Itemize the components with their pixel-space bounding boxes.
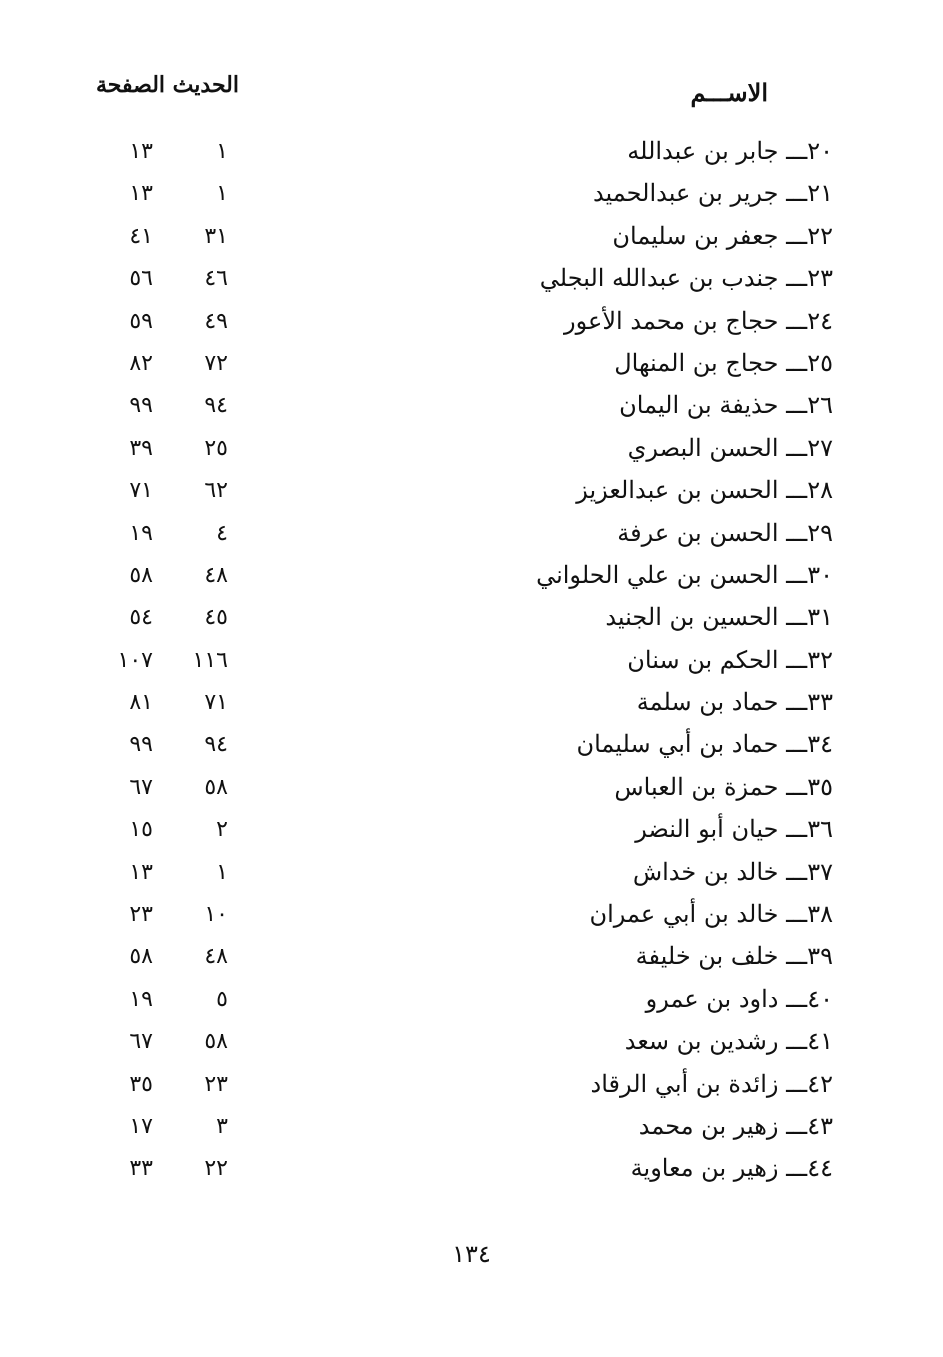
hadith-number: ٢	[216, 817, 228, 843]
hadith-number: ١٠	[204, 902, 228, 928]
page-reference: ١٠٧	[117, 647, 153, 673]
hadith-number: ٢٢	[204, 1156, 228, 1182]
page-reference: ٥٨	[129, 562, 153, 588]
table-row	[0, 387, 943, 429]
hadith-number: ٥	[216, 986, 228, 1012]
hadith-number: ٥٨	[204, 774, 228, 800]
hadith-number: ٤٥	[204, 605, 228, 631]
narrator-name: ٣٣ـــ حماد بن سلمة	[636, 688, 833, 717]
table-row	[0, 1108, 943, 1150]
hadith-number: ٤٩	[204, 308, 228, 334]
narrator-name: ٢٢ـــ جعفر بن سليمان	[612, 221, 833, 250]
page-reference: ٤١	[129, 223, 153, 249]
page-reference: ١٣	[129, 181, 153, 207]
hadith-number: ٢٣	[204, 1071, 228, 1097]
narrator-name: ٢٦ـــ حذيفة بن اليمان	[619, 391, 833, 420]
hadith-number: ٦٢	[204, 478, 228, 504]
hadith-number: ٧١	[204, 690, 228, 716]
page-number: ١٣٤	[452, 1240, 491, 1268]
narrator-name: ٢٠ـــ جابر بن عبدالله	[627, 137, 833, 165]
page-reference: ٩٩	[129, 732, 153, 758]
page-reference: ٥٤	[129, 605, 153, 631]
page-reference: ٥٩	[129, 308, 153, 334]
page-reference: ٨٢	[129, 350, 153, 376]
hadith-number: ٩٤	[204, 393, 228, 419]
hadith-number: ٣١	[204, 223, 228, 249]
table-row	[0, 1066, 943, 1108]
narrator-name: ٢٨ـــ الحسن بن عبدالعزيز	[576, 476, 833, 505]
narrator-name: ٢٧ـــ الحسن البصري	[627, 433, 833, 462]
hadith-number: ١١٦	[192, 647, 228, 673]
table-row	[0, 642, 943, 684]
narrator-name: ٤٤ـــ زهير بن معاوية	[630, 1154, 833, 1183]
page-reference: ١٩	[129, 520, 153, 546]
page-reference: ١٩	[129, 986, 153, 1012]
table-row	[0, 769, 943, 811]
hadith-number: ٧٢	[204, 350, 228, 376]
hadith-number: ٤٨	[204, 562, 228, 588]
page-reference: ٣٩	[129, 435, 153, 461]
page-reference: ١٧	[129, 1113, 153, 1139]
hadith-number: ٤٦	[204, 266, 228, 292]
hadith-number: ١	[216, 181, 228, 207]
table-row	[0, 345, 943, 387]
page-reference: ٣٥	[129, 1071, 153, 1097]
table-row	[0, 430, 943, 472]
page-reference: ١٣	[129, 139, 153, 164]
page-reference: ٦٧	[129, 1029, 153, 1055]
number-columns-header: الحديث الصفحة	[96, 72, 239, 98]
table-row	[0, 938, 943, 980]
table-row	[0, 472, 943, 514]
table-row	[0, 260, 943, 302]
table-row	[0, 1150, 943, 1192]
narrator-name: ٣٢ـــ الحكم بن سنان	[627, 645, 833, 674]
hadith-number: ٤	[216, 520, 228, 546]
table-row	[0, 981, 943, 1023]
narrator-name: ٣٩ـــ خلف بن خليفة	[635, 942, 833, 971]
page-reference: ٧١	[129, 478, 153, 504]
hadith-number: ١	[216, 859, 228, 885]
hadith-number: ٤٨	[204, 944, 228, 970]
hadith-number: ٢٥	[204, 435, 228, 461]
narrator-name: ٣١ـــ الحسين بن الجنيد	[605, 603, 833, 632]
table-row	[0, 218, 943, 260]
narrator-name: ٣٧ـــ خالد بن خداش	[632, 857, 833, 886]
table-row	[0, 303, 943, 345]
table-row	[0, 133, 943, 175]
page-reference: ١٥	[129, 817, 153, 843]
table-row	[0, 175, 943, 217]
table-row	[0, 726, 943, 768]
hadith-number: ٩٤	[204, 732, 228, 758]
table-row	[0, 896, 943, 938]
table-row	[0, 599, 943, 641]
narrator-name: ٣٦ـــ حيان أبو النضر	[635, 815, 833, 844]
table-row	[0, 854, 943, 896]
narrator-name: ٢٣ـــ جندب بن عبدالله البجلي	[539, 264, 833, 293]
page-reference: ٦٧	[129, 774, 153, 800]
table-row	[0, 684, 943, 726]
table-row	[0, 1023, 943, 1065]
table-row	[0, 515, 943, 557]
narrator-name: ٤٣ـــ زهير بن محمد	[638, 1111, 833, 1140]
index-table	[0, 133, 943, 1193]
page-reference: ١٣	[129, 859, 153, 885]
narrator-name: ٢٥ـــ حجاج بن المنهال	[614, 348, 833, 377]
hadith-number: ٣	[216, 1113, 228, 1139]
page-reference: ٥٨	[129, 944, 153, 970]
hadith-number: ٥٨	[204, 1029, 228, 1055]
narrator-name: ٢٩ـــ الحسن بن عرفة	[617, 518, 833, 547]
narrator-name: ٤٢ـــ زائدة بن أبي الرقاد	[590, 1069, 833, 1098]
table-row	[0, 811, 943, 853]
table-row	[0, 557, 943, 599]
page-reference: ٩٩	[129, 393, 153, 419]
narrator-name: ٤١ـــ رشدين بن سعد	[624, 1027, 833, 1056]
narrator-name: ٣٤ـــ حماد بن أبي سليمان	[576, 730, 833, 759]
narrator-name: ٢٤ـــ حجاج بن محمد الأعور	[564, 306, 833, 335]
page-reference: ٨١	[129, 690, 153, 716]
narrator-name: ٢١ـــ جرير بن عبدالحميد	[592, 179, 833, 208]
narrator-name: ٣٨ـــ خالد بن أبي عمران	[589, 900, 833, 929]
name-column-header: الاســـم	[690, 78, 768, 107]
page-reference: ٥٦	[129, 266, 153, 292]
page-reference: ٢٣	[129, 902, 153, 928]
narrator-name: ٣٠ـــ الحسن بن علي الحلواني	[536, 560, 833, 589]
hadith-number: ١	[216, 139, 228, 164]
page-reference: ٣٣	[129, 1156, 153, 1182]
narrator-name: ٣٥ـــ حمزة بن العباس	[614, 772, 833, 801]
narrator-name: ٤٠ـــ داود بن عمرو	[645, 984, 833, 1013]
